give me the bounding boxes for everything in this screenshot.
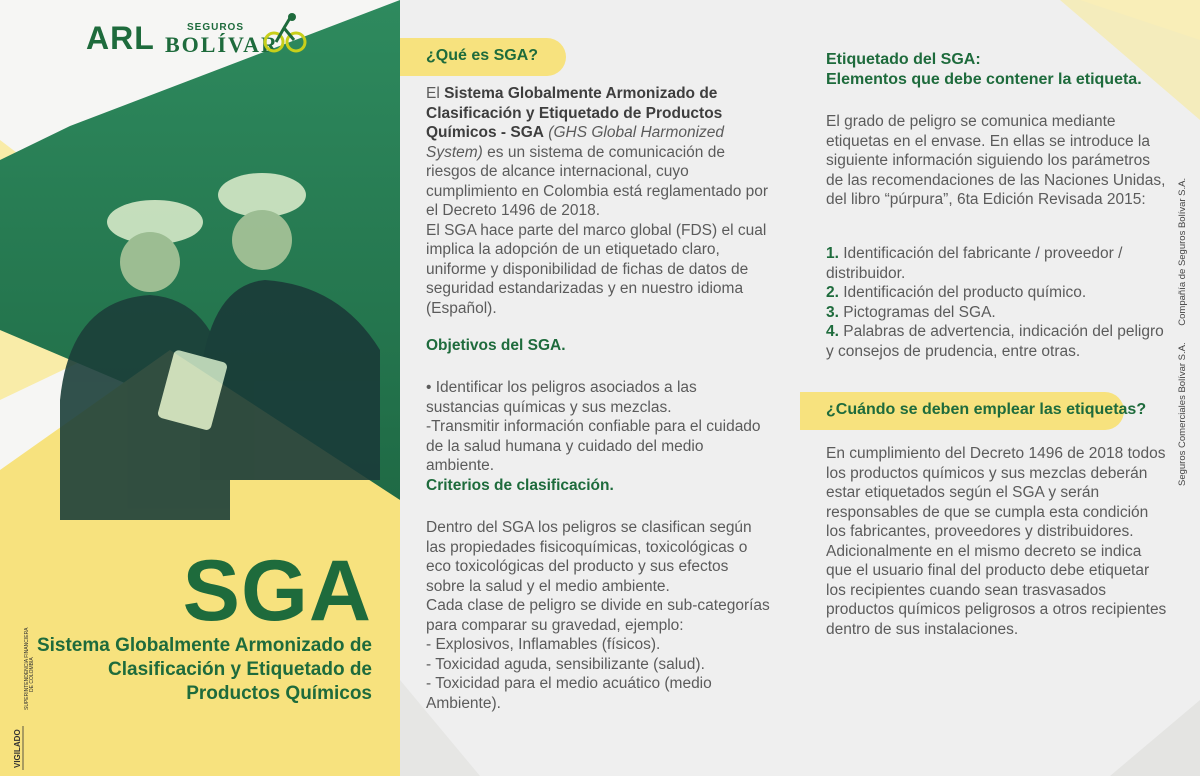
labeling-heading-line1: Etiquetado del SGA: <box>826 51 981 68</box>
company-legal-2: Compañía de Seguros Bolívar S.A. <box>1177 177 1188 326</box>
criteria-body <box>426 518 771 713</box>
vigilado-label: VIGILADO <box>13 729 22 768</box>
vigilado-line1: SUPERINTENDENCIA FINANCIERA <box>24 627 30 710</box>
heading-pill-when <box>800 392 1147 430</box>
heading-pill-what-is-sga <box>400 38 566 76</box>
hero-title: SGA <box>182 543 372 639</box>
col1-intro <box>426 84 778 318</box>
arl-logo: ARL <box>86 20 155 56</box>
intro-paragraph-2: El SGA hace parte del marco global (FDS) el cual implica la adopción de un etiquetado claro, uniforme y disponibilidad de fichas de datos de seguridad estandarizadas y en nuestro idioma (Español). <box>426 221 767 317</box>
labeling-intro: El grado de peligro se comunica mediante etiquetas en el envase. En ellas se introduce la siguiente información siguiendo los parámetros de las recomendaciones de las Naciones Unidas, del libro “púrpura”, 6ta Edición Revisada 2015: <box>826 113 1166 208</box>
objective-item: -Transmitir información confiable para el cuidado de la salud humana y cuidado del medio ambiente. <box>426 418 761 474</box>
what-is-sga-heading: ¿Qué es SGA? <box>426 47 539 64</box>
criteria-paragraph: Dentro del SGA los peligros se clasifican según las propiedades fisicoquímicas, toxicológicas o eco toxicológicas del producto y sus efectos sobre la salud y el medio ambiente. <box>426 519 752 595</box>
face-right <box>232 210 292 270</box>
intro-paragraph: El Sistema Globalmente Armonizado de Clasificación y Etiquetado de Productos Químicos - SGA (GHS Global Harmonized System) es un sistema de comunicación de riesgos de alcance internacional, cuyo cumplimiento en Colombia está reglamentado por el Decreto 1496 de 2018. <box>426 85 769 219</box>
labeling-heading-line2: Elementos que debe contener la etiqueta. <box>826 70 1142 88</box>
brand-big-text: BOLÍVAR <box>165 32 279 57</box>
vigilado-line2: DE COLOMBIA <box>29 657 35 692</box>
labeling-list <box>826 244 1171 361</box>
criteria-item: - Toxicidad para el medio acuático (medio Ambiente). <box>426 675 712 712</box>
labeling-list-item: 4. Palabras de advertencia, indicación del peligro y consejos de prudencia, entre otras. <box>826 323 1164 360</box>
when-body: En cumplimiento del Decreto 1496 de 2018 todos los productos químicos y sus mezclas deberán estar etiquetados según el SGA y serán responsables de que se cumpla esta condición los fabricantes, proveedores y distribuidores. Adicionalmente en el mismo decreto se indica que el usuario final del producto debe etiquetar los recipientes cuando sean trasvasados productos químicos peligrosos a otros recipientes dentro de sus instalaciones. <box>826 445 1167 638</box>
face-left <box>120 232 180 292</box>
criteria-item: - Explosivos, Inflamables (físicos). <box>426 636 661 653</box>
labeling-list-item: 3. Pictogramas del SGA. <box>826 303 996 321</box>
company-legal-1: Seguros Comerciales Bolívar S.A. <box>1177 342 1188 486</box>
vigilado-stamp <box>6 627 35 770</box>
labeling-list-item: 2. Identificación del producto químico. <box>826 284 1087 301</box>
company-legal-text <box>1177 177 1188 486</box>
criteria-paragraph-2: Cada clase de peligro se divide en sub-categorías para comparar su gravedad, ejemplo: <box>426 597 770 634</box>
labeling-list-item: 1. Identificación del fabricante / proveedor / distribuidor. <box>826 245 1123 282</box>
when-heading: ¿Cuándo se deben emplear las etiquetas? <box>826 401 1147 418</box>
criteria-heading: Criterios de clasificación. <box>426 477 614 494</box>
objectives-list <box>426 378 771 476</box>
hero-subtitle: Sistema Globalmente Armonizado de Clasificación y Etiquetado de Productos Químicos <box>36 635 372 704</box>
criteria-item: - Toxicidad aguda, sensibilizante (salud). <box>426 655 705 673</box>
brand-small-text: SEGUROS <box>187 22 245 33</box>
labeling-heading <box>826 50 1142 89</box>
objective-item: • Identificar los peligros asociados a las sustancias químicas y sus mezclas. <box>426 379 697 416</box>
cyclist-logo-icon <box>262 12 308 54</box>
objectives-heading: Objetivos del SGA. <box>426 337 566 354</box>
